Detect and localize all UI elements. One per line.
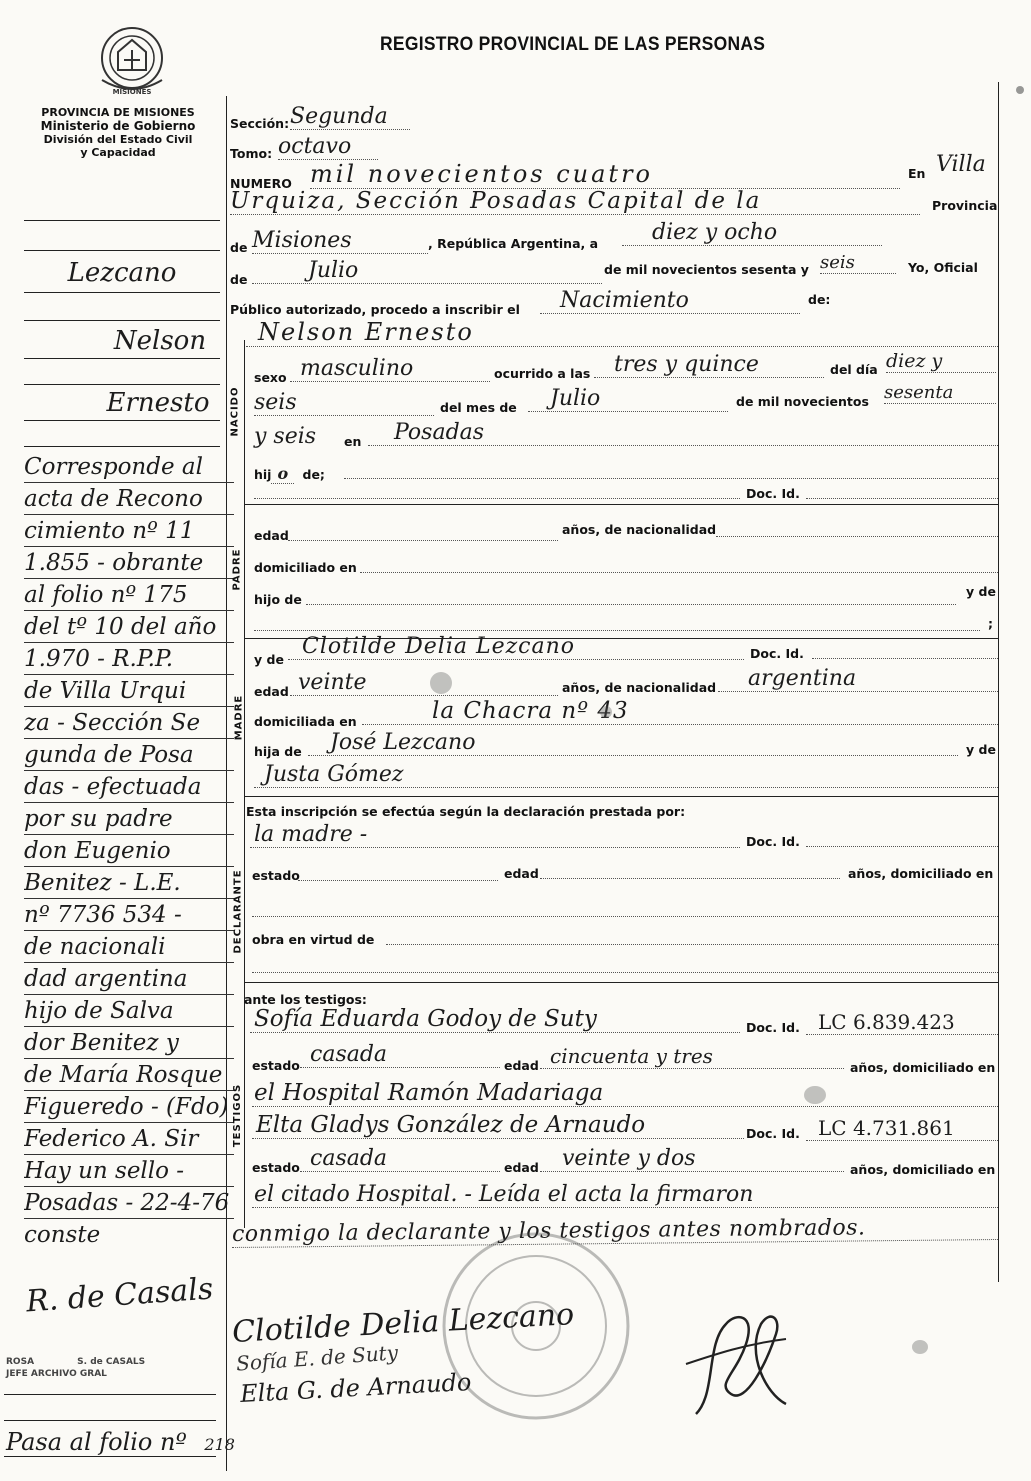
declarante-dom-line xyxy=(252,898,998,917)
t2-edad-value: veinte y dos xyxy=(540,1146,844,1172)
tomo-value: octavo xyxy=(278,134,378,160)
signature-declarante: Clotilde Delia Lezcano xyxy=(231,1297,576,1350)
t2-docid-label: Doc. Id. xyxy=(746,1126,800,1141)
padre-dom-label: domiciliado en xyxy=(254,560,357,575)
padre-anios-label: años, de nacionalidad xyxy=(562,522,717,537)
margin-line xyxy=(24,250,220,251)
org-line-2: Ministerio de Gobierno xyxy=(40,119,196,133)
t2-estado-value: casada xyxy=(300,1146,500,1172)
en-nacido-label: en xyxy=(344,434,362,449)
t1-docid-label: Doc. Id. xyxy=(746,1020,800,1035)
madre-madre-value: Justa Gómez xyxy=(254,762,998,788)
declarante-docid-label: Doc. Id. xyxy=(746,834,800,849)
en-label: En xyxy=(908,166,926,181)
madre-yde-label: y de xyxy=(254,652,284,667)
t1-nombre-value: Sofía Eduarda Godoy de Suty xyxy=(250,1006,740,1033)
margin-note-line: Federico A. Sir xyxy=(24,1124,234,1155)
padre-hijo-line xyxy=(306,586,956,605)
acto-value: Nacimiento xyxy=(540,288,800,314)
declarante-line-3 xyxy=(252,954,998,973)
madre-nacionalidad-value: argentina xyxy=(718,666,998,692)
padre-line-4 xyxy=(254,612,980,631)
t2-estado-label: estado xyxy=(252,1160,300,1175)
margin-note-line: dor Benitez y xyxy=(24,1028,234,1059)
margin-footer xyxy=(6,1428,235,1456)
de2-label: de xyxy=(230,272,248,287)
madre-anios-label: años, de nacionalidad xyxy=(562,680,717,695)
margin-note-line: hijo de Salva xyxy=(24,996,234,1027)
org-block xyxy=(18,106,218,159)
margin-line xyxy=(24,420,220,421)
ink-stain xyxy=(1016,86,1024,94)
org-line-4: y Capacidad xyxy=(80,146,156,159)
margin-name-1: Nelson xyxy=(113,326,207,356)
signature-testigo-1: Sofía E. de Suty xyxy=(235,1340,399,1376)
seccion-value: Segunda xyxy=(290,104,410,130)
margin-note-line: al folio nº 175 xyxy=(24,580,234,611)
madre-docid-line xyxy=(812,640,998,659)
margin-note-line: gunda de Posa xyxy=(24,740,234,771)
closing-text: conmigo la declarante y los testigos antes nombrados. xyxy=(232,1214,998,1248)
margin-footer-text: Pasa al folio nº xyxy=(6,1428,187,1456)
provincial-seal-icon xyxy=(84,22,180,100)
t1-anios-label: años, domiciliado en xyxy=(850,1060,996,1075)
madre-hija-label: hija de xyxy=(254,744,302,759)
org-line-1: PROVINCIA DE MISIONES xyxy=(41,106,195,119)
section-divider xyxy=(244,796,998,797)
seal-label: MISIONES xyxy=(112,88,152,96)
margin-note-line: don Eugenio xyxy=(24,836,234,867)
hijo-line xyxy=(344,458,998,479)
margin-note-line: Figueredo - (Fdo) xyxy=(24,1092,234,1123)
de-label: de xyxy=(230,240,248,255)
official-signature-icon xyxy=(676,1284,796,1434)
madre-edad-label: edad xyxy=(254,684,289,699)
margin-note-line: Corresponde al xyxy=(24,452,234,483)
declarante-obra-label: obra en virtud de xyxy=(252,932,375,947)
t1-dom-value: el Hospital Ramón Madariaga xyxy=(252,1080,998,1107)
nombre-value: Nelson Ernesto xyxy=(246,318,998,347)
t2-dom-value: el citado Hospital. - Leída el acta la firmaron xyxy=(252,1182,998,1208)
section-label-testigos: TESTIGOS xyxy=(232,1083,244,1148)
anio-value: seis xyxy=(820,252,896,274)
madre-dom-label: domiciliada en xyxy=(254,714,357,729)
lugar-value-2: Urquiza, Sección Posadas Capital de la xyxy=(230,188,920,215)
inner-divider xyxy=(244,340,245,1228)
oficial-label: Yo, Oficial xyxy=(908,260,978,275)
stamp-line-2: S. de CASALS xyxy=(77,1357,146,1367)
archive-stamp xyxy=(6,1356,145,1380)
anio-nacido-value: sesenta xyxy=(884,382,996,404)
madre-nombre-value: Clotilde Delia Lezcano xyxy=(288,634,744,660)
margin-name-2: Ernesto xyxy=(106,388,210,418)
publico-label: Público autorizado, procedo a inscribir el xyxy=(230,302,520,317)
lugar-value-1: Villa xyxy=(936,152,986,177)
t2-edad-label: edad xyxy=(504,1160,539,1175)
right-border xyxy=(998,82,999,1282)
padre-yde-label: y de xyxy=(966,584,996,599)
hora-value: tres y quince xyxy=(594,352,824,378)
margin-line xyxy=(24,384,220,385)
declarante-edad-label: edad xyxy=(504,866,539,881)
declarante-estado-line xyxy=(298,862,498,881)
margin-surname: Lezcano xyxy=(67,258,177,288)
seccion-label: Sección: xyxy=(230,116,290,131)
margin-note-line: Posadas - 22-4-76 xyxy=(24,1188,234,1219)
madre-docid-label: Doc. Id. xyxy=(750,646,804,661)
stamp-line-3: JEFE ARCHIVO GRAL xyxy=(6,1369,107,1379)
margin-line xyxy=(24,292,220,293)
margin-line xyxy=(24,320,220,321)
margin-note-line: Hay un sello - xyxy=(24,1156,234,1187)
declarante-edad-line xyxy=(540,860,840,879)
deldia-label: del día xyxy=(830,362,878,377)
ink-stain xyxy=(912,1340,928,1354)
padre-nac-line xyxy=(716,518,998,537)
ink-stain xyxy=(600,706,612,718)
section-label-madre: MADRE xyxy=(233,694,245,741)
anio-label: de mil novecientos sesenta y xyxy=(604,262,809,277)
margin-note-line: cimiento nº 11 xyxy=(24,516,234,547)
section-label-padre: PADRE xyxy=(231,548,243,591)
margin-note-line: de María Rosque xyxy=(24,1060,234,1091)
margin-line xyxy=(24,220,220,221)
docid-nacido-line xyxy=(806,480,998,499)
mes-label: del mes de xyxy=(440,400,517,415)
section-label-nacido: NACIDO xyxy=(229,386,241,437)
ink-stain xyxy=(430,672,452,694)
margin-line xyxy=(4,1394,216,1395)
margin-footer-tail: 218 xyxy=(204,1435,235,1454)
page-title: REGISTRO PROVINCIAL DE LAS PERSONAS xyxy=(380,34,766,55)
margin-note-line: por su padre xyxy=(24,804,234,835)
padre-dom-line xyxy=(360,554,998,573)
padre-edad-label: edad xyxy=(254,528,289,543)
margin-note-line: 1.970 - R.P.P. xyxy=(24,644,234,675)
margin-note-line: das - efectuada xyxy=(24,772,234,803)
dia-nacido-value-2: seis xyxy=(254,390,434,416)
margin-note-line: dad argentina xyxy=(24,964,234,995)
tomo-label: Tomo: xyxy=(230,146,273,161)
provincia-value: Misiones xyxy=(252,228,428,254)
t1-estado-label: estado xyxy=(252,1058,300,1073)
hijo-line-2 xyxy=(254,478,740,499)
madre-domicilio-value: la Chacra nº 43 xyxy=(362,698,998,725)
de3-label: de: xyxy=(808,292,831,307)
t1-edad-value: cincuenta y tres xyxy=(540,1044,844,1069)
ocurrido-label: ocurrido a las xyxy=(494,366,591,381)
margin-signature: R. de Casals xyxy=(25,1271,215,1320)
hijo-suffix: o xyxy=(271,464,294,484)
section-divider xyxy=(244,982,998,983)
sexo-label: sexo xyxy=(254,370,287,385)
margin-note-line: de Villa Urqui xyxy=(24,676,234,707)
padre-hijo-label: hijo de xyxy=(254,592,302,607)
margin-note-line: de nacionali xyxy=(24,932,234,963)
madre-yde2-label: y de xyxy=(966,742,996,757)
declarante-docid-line xyxy=(806,828,998,847)
margin-note-line: del tº 10 del año xyxy=(24,612,234,643)
margin-line xyxy=(24,446,220,447)
margin-note-line: za - Sección Se xyxy=(24,708,234,739)
dia-nacido-value: diez y xyxy=(886,350,996,373)
madre-padre-value: José Lezcano xyxy=(308,730,958,756)
milnov-label: de mil novecientos xyxy=(736,394,869,409)
hijo-prefix: hij xyxy=(254,467,272,482)
declarante-nombre-value: la madre - xyxy=(250,822,740,848)
ink-stain xyxy=(804,1086,826,1104)
t1-estado-value: casada xyxy=(300,1042,500,1068)
margin-note-line: Benitez - L.E. xyxy=(24,868,234,899)
sexo-value: masculino xyxy=(290,356,490,382)
stamp-line-1: ROSA xyxy=(6,1357,35,1367)
padre-edad-line xyxy=(288,522,558,541)
margin-line xyxy=(24,358,220,359)
republica-label: , República Argentina, a xyxy=(428,236,599,251)
declarante-estado-label: estado xyxy=(252,868,300,883)
lugar-nacido-value: Posadas xyxy=(368,420,998,446)
org-line-3: División del Estado Civil xyxy=(43,133,193,146)
t1-edad-label: edad xyxy=(504,1058,539,1073)
mes-value: Julio xyxy=(252,258,602,284)
numero-value: mil novecientos cuatro xyxy=(310,160,900,189)
numero-label: NUMERO xyxy=(230,176,292,191)
declarante-obra-line xyxy=(386,926,998,945)
padre-semicolon: ; xyxy=(988,616,993,631)
t2-doc-value: LC 4.731.861 xyxy=(806,1116,998,1141)
section-label-declarante: DECLARANTE xyxy=(232,869,244,954)
madre-edad-value: veinte xyxy=(290,670,558,696)
inscripcion-label: Esta inscripción se efectúa según la declaración prestada por: xyxy=(246,804,686,819)
declarante-anios-label: años, domiciliado en xyxy=(848,866,994,881)
dia-value: diez y ocho xyxy=(622,220,882,246)
docid-nacido-label: Doc. Id. xyxy=(746,486,800,501)
signature-testigo-2: Elta G. de Arnaudo xyxy=(239,1367,472,1409)
margin-note-line: 1.855 - obrante xyxy=(24,548,234,579)
margin-note-line: conste xyxy=(24,1222,101,1248)
margin-line xyxy=(4,1420,216,1421)
hijo-de-label: de; xyxy=(302,467,325,482)
anio-nacido-value-2: y seis xyxy=(254,424,317,449)
testigos-label: ante los testigos: xyxy=(244,992,367,1007)
margin-note-line: nº 7736 534 - xyxy=(24,900,234,931)
t2-anios-label: años, domiciliado en xyxy=(850,1162,996,1177)
margin-line xyxy=(4,1456,216,1457)
section-divider xyxy=(244,504,998,505)
mes-nacido-value: Julio xyxy=(528,386,728,412)
margin-note-line: acta de Recono xyxy=(24,484,234,515)
provincia-label: Provincia xyxy=(932,198,998,213)
t2-nombre-value: Elta Gladys González de Arnaudo xyxy=(252,1112,744,1139)
t1-doc-value: LC 6.839.423 xyxy=(806,1010,998,1035)
